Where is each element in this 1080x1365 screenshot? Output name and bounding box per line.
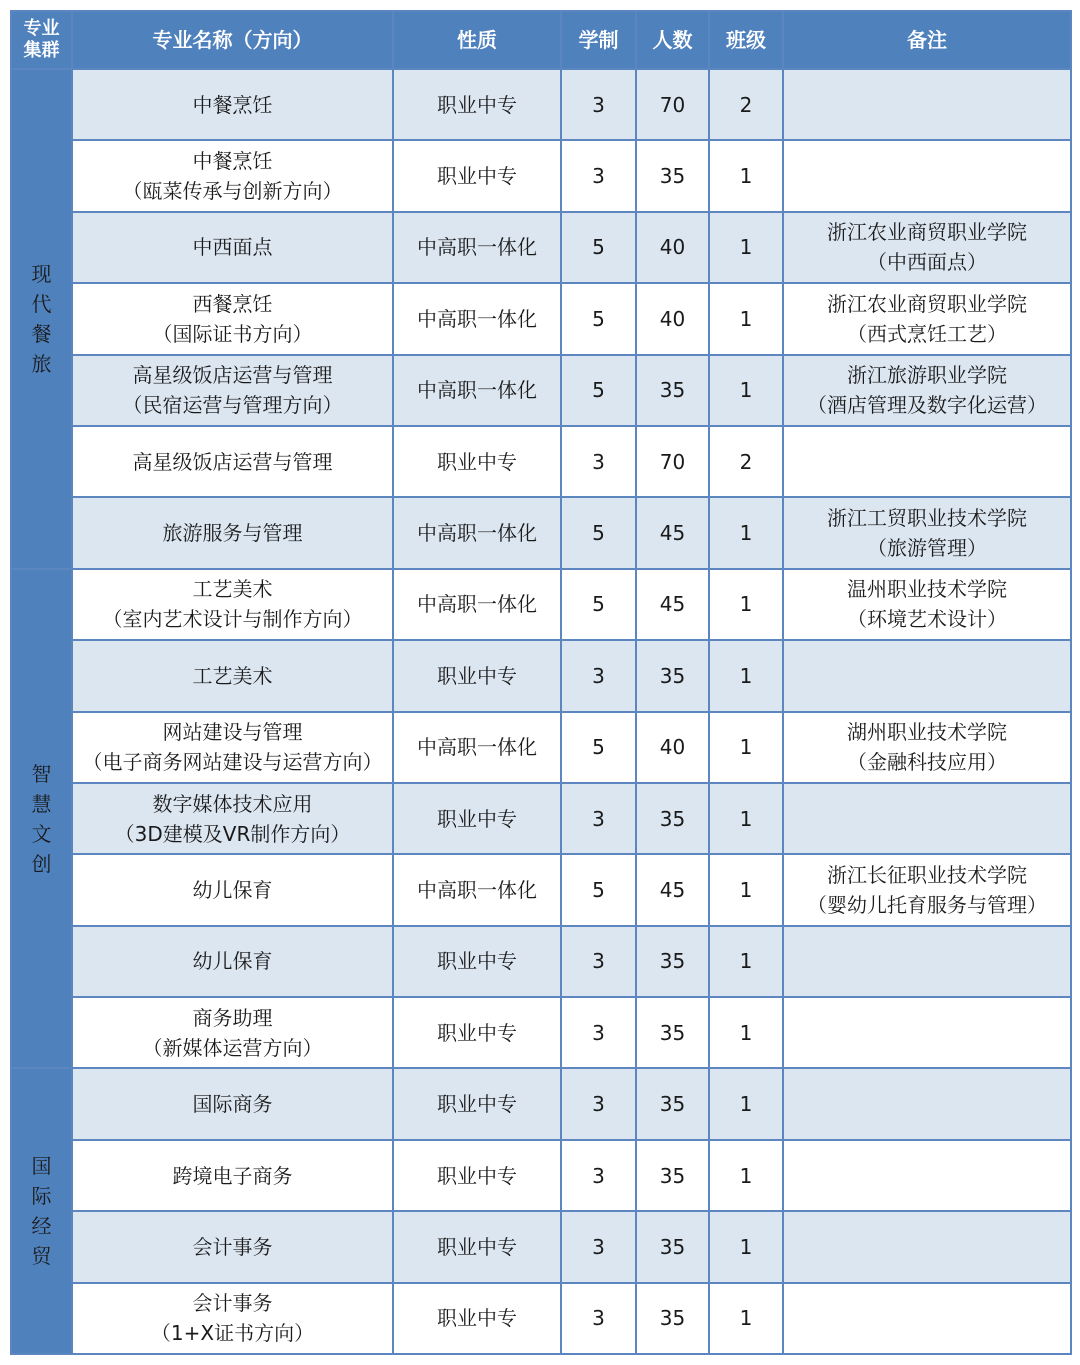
- classes-cell: 1: [709, 355, 783, 426]
- note-cell: [783, 1140, 1071, 1211]
- count-cell: 35: [636, 140, 709, 211]
- count-cell: 35: [636, 640, 709, 711]
- count-cell: 35: [636, 926, 709, 997]
- major-cell: [72, 426, 393, 497]
- major-line: 会计事务: [192, 1234, 273, 1259]
- group-label-char: 际: [31, 1184, 52, 1209]
- major-line: 高星级饭店运营与管理: [132, 363, 333, 388]
- classes-cell: 1: [709, 926, 783, 997]
- count-cell: 35: [636, 1068, 709, 1139]
- group-label-char: 代: [31, 291, 52, 316]
- type-cell: 职业中专: [393, 926, 561, 997]
- years-cell: 3: [561, 1068, 636, 1139]
- major-line: 商务助理: [192, 1005, 273, 1030]
- major-line: 高星级饭店运营与管理: [132, 449, 333, 474]
- major-line: 中餐烹饪: [192, 149, 273, 174]
- table-row: [11, 854, 1071, 925]
- note-line: （西式烹饪工艺）: [847, 321, 1007, 346]
- note-cell: [783, 1211, 1071, 1282]
- classes-cell: 1: [709, 854, 783, 925]
- major-cell: [72, 1140, 393, 1211]
- type-cell: 职业中专: [393, 140, 561, 211]
- type-cell: 中高职一体化: [393, 712, 561, 783]
- years-cell: 3: [561, 426, 636, 497]
- note-cell: [783, 1283, 1071, 1354]
- classes-cell: 1: [709, 640, 783, 711]
- years-cell: 3: [561, 1140, 636, 1211]
- years-cell: 3: [561, 1211, 636, 1282]
- note-cell: [783, 854, 1071, 925]
- note-cell: [783, 569, 1071, 640]
- group-label-char: 文: [31, 821, 52, 846]
- major-line: 跨境电子商务: [172, 1163, 293, 1188]
- enrollment-table: [10, 10, 1072, 1355]
- classes-cell: 1: [709, 783, 783, 854]
- type-cell: 中高职一体化: [393, 355, 561, 426]
- group-label: [11, 1068, 72, 1354]
- major-line: 中西面点: [192, 235, 273, 260]
- major-cell: [72, 783, 393, 854]
- type-cell: 中高职一体化: [393, 212, 561, 283]
- header-group: [11, 11, 72, 69]
- count-cell: 45: [636, 854, 709, 925]
- group-label-char: 国: [31, 1154, 52, 1179]
- table-row: [11, 1211, 1071, 1282]
- note-cell: [783, 426, 1071, 497]
- note-line: （婴幼儿托育服务与管理）: [807, 892, 1047, 917]
- note-line: 湖州职业技术学院: [847, 720, 1007, 745]
- note-cell: [783, 997, 1071, 1068]
- type-cell: 职业中专: [393, 783, 561, 854]
- type-cell: 职业中专: [393, 997, 561, 1068]
- major-line: （3D建模及VR制作方向）: [114, 821, 351, 846]
- table-row: [11, 1283, 1071, 1354]
- major-cell: [72, 1211, 393, 1282]
- major-line: 工艺美术: [192, 577, 273, 602]
- classes-cell: 1: [709, 283, 783, 354]
- header-count: 人数: [636, 11, 709, 69]
- table-row: [11, 1140, 1071, 1211]
- classes-cell: 1: [709, 1140, 783, 1211]
- years-cell: 3: [561, 1283, 636, 1354]
- table-row: [11, 212, 1071, 283]
- classes-cell: 1: [709, 212, 783, 283]
- classes-cell: 1: [709, 712, 783, 783]
- major-line: 幼儿保育: [192, 877, 273, 902]
- major-line: （新媒体运营方向）: [142, 1035, 323, 1060]
- table-row: [11, 783, 1071, 854]
- major-line: 数字媒体技术应用: [152, 791, 313, 816]
- major-cell: [72, 854, 393, 925]
- header-years: 学制: [561, 11, 636, 69]
- note-cell: [783, 212, 1071, 283]
- note-cell: [783, 783, 1071, 854]
- years-cell: 3: [561, 997, 636, 1068]
- major-cell: [72, 712, 393, 783]
- classes-cell: 1: [709, 1283, 783, 1354]
- type-cell: 职业中专: [393, 426, 561, 497]
- table-row: [11, 355, 1071, 426]
- table-row: [11, 997, 1071, 1068]
- count-cell: 35: [636, 1140, 709, 1211]
- note-cell: [783, 140, 1071, 211]
- note-cell: [783, 355, 1071, 426]
- years-cell: 5: [561, 497, 636, 568]
- note-cell: [783, 497, 1071, 568]
- major-line: 网站建设与管理: [162, 720, 303, 745]
- major-cell: [72, 497, 393, 568]
- years-cell: 5: [561, 283, 636, 354]
- type-cell: 职业中专: [393, 1211, 561, 1282]
- group-label-char: 贸: [31, 1244, 52, 1269]
- count-cell: 35: [636, 997, 709, 1068]
- type-cell: 中高职一体化: [393, 854, 561, 925]
- count-cell: 40: [636, 283, 709, 354]
- years-cell: 5: [561, 712, 636, 783]
- count-cell: 35: [636, 783, 709, 854]
- major-line: （电子商务网站建设与运营方向）: [82, 750, 383, 775]
- major-line: （瓯菜传承与创新方向）: [122, 179, 343, 204]
- classes-cell: 1: [709, 497, 783, 568]
- count-cell: 70: [636, 69, 709, 140]
- table-row: [11, 426, 1071, 497]
- major-cell: [72, 926, 393, 997]
- count-cell: 70: [636, 426, 709, 497]
- major-cell: [72, 640, 393, 711]
- major-cell: [72, 140, 393, 211]
- type-cell: 中高职一体化: [393, 569, 561, 640]
- type-cell: 中高职一体化: [393, 497, 561, 568]
- header-classes: 班级: [709, 11, 783, 69]
- major-cell: [72, 355, 393, 426]
- classes-cell: 1: [709, 1068, 783, 1139]
- table-body: [11, 69, 1071, 1354]
- note-line: （旅游管理）: [867, 536, 987, 561]
- classes-cell: 1: [709, 1211, 783, 1282]
- table-row: [11, 283, 1071, 354]
- note-cell: [783, 712, 1071, 783]
- type-cell: 中高职一体化: [393, 283, 561, 354]
- table-row: [11, 1068, 1071, 1139]
- major-cell: [72, 69, 393, 140]
- note-line: 浙江旅游职业学院: [847, 363, 1007, 388]
- note-line: （中西面点）: [867, 250, 987, 275]
- major-line: （国际证书方向）: [152, 321, 313, 346]
- major-line: （民宿运营与管理方向）: [122, 393, 343, 418]
- major-line: 西餐烹饪: [192, 291, 273, 316]
- years-cell: 5: [561, 854, 636, 925]
- classes-cell: 2: [709, 426, 783, 497]
- table-row: [11, 926, 1071, 997]
- type-cell: 职业中专: [393, 1068, 561, 1139]
- note-line: 浙江农业商贸职业学院: [827, 220, 1027, 245]
- classes-cell: 1: [709, 997, 783, 1068]
- group-label-char: 经: [31, 1214, 52, 1239]
- major-line: 旅游服务与管理: [162, 521, 303, 546]
- table-row: [11, 640, 1071, 711]
- count-cell: 45: [636, 569, 709, 640]
- table-row: [11, 497, 1071, 568]
- count-cell: 35: [636, 1211, 709, 1282]
- group-label-char: 慧: [31, 791, 52, 816]
- header-row: [11, 11, 1071, 69]
- years-cell: 3: [561, 69, 636, 140]
- major-line: 幼儿保育: [192, 949, 273, 974]
- years-cell: 3: [561, 783, 636, 854]
- header-type: 性质: [393, 11, 561, 69]
- type-cell: 职业中专: [393, 640, 561, 711]
- major-cell: [72, 283, 393, 354]
- table-row: [11, 69, 1071, 140]
- major-cell: [72, 212, 393, 283]
- major-cell: [72, 1283, 393, 1354]
- group-label-char: 创: [31, 851, 52, 876]
- major-line: （1+X证书方向）: [150, 1321, 315, 1346]
- major-line: 会计事务: [192, 1291, 273, 1316]
- header-group-line: 集群: [23, 40, 60, 61]
- header-group-line: 专业: [23, 18, 60, 39]
- group-label-char: 智: [31, 761, 52, 786]
- years-cell: 3: [561, 640, 636, 711]
- note-line: 温州职业技术学院: [847, 577, 1007, 602]
- major-line: 工艺美术: [192, 663, 273, 688]
- major-cell: [72, 1068, 393, 1139]
- type-cell: 职业中专: [393, 1140, 561, 1211]
- years-cell: 3: [561, 140, 636, 211]
- count-cell: 35: [636, 355, 709, 426]
- table-row: [11, 140, 1071, 211]
- note-line: （环境艺术设计）: [847, 607, 1007, 632]
- major-cell: [72, 997, 393, 1068]
- type-cell: 职业中专: [393, 1283, 561, 1354]
- classes-cell: 2: [709, 69, 783, 140]
- note-line: （金融科技应用）: [847, 750, 1007, 775]
- classes-cell: 1: [709, 569, 783, 640]
- group-label: [11, 569, 72, 1069]
- years-cell: 5: [561, 569, 636, 640]
- note-line: 浙江工贸职业技术学院: [827, 506, 1027, 531]
- count-cell: 40: [636, 212, 709, 283]
- group-label-char: 现: [31, 261, 52, 286]
- group-label-char: 餐: [31, 321, 52, 346]
- years-cell: 3: [561, 926, 636, 997]
- major-cell: [72, 569, 393, 640]
- note-line: （酒店管理及数字化运营）: [807, 393, 1047, 418]
- group-label-char: 旅: [31, 351, 52, 376]
- table-row: [11, 712, 1071, 783]
- years-cell: 5: [561, 212, 636, 283]
- table-row: [11, 569, 1071, 640]
- type-cell: 职业中专: [393, 69, 561, 140]
- classes-cell: 1: [709, 140, 783, 211]
- count-cell: 40: [636, 712, 709, 783]
- note-cell: [783, 640, 1071, 711]
- note-cell: [783, 69, 1071, 140]
- header-major: 专业名称（方向）: [72, 11, 393, 69]
- note-line: 浙江长征职业技术学院: [827, 862, 1027, 887]
- major-line: （室内艺术设计与制作方向）: [102, 607, 363, 632]
- major-line: 中餐烹饪: [192, 92, 273, 117]
- count-cell: 45: [636, 497, 709, 568]
- note-line: 浙江农业商贸职业学院: [827, 291, 1027, 316]
- major-line: 国际商务: [192, 1092, 273, 1117]
- note-cell: [783, 283, 1071, 354]
- years-cell: 5: [561, 355, 636, 426]
- note-cell: [783, 926, 1071, 997]
- count-cell: 35: [636, 1283, 709, 1354]
- header-note: 备注: [783, 11, 1071, 69]
- note-cell: [783, 1068, 1071, 1139]
- group-label: [11, 69, 72, 569]
